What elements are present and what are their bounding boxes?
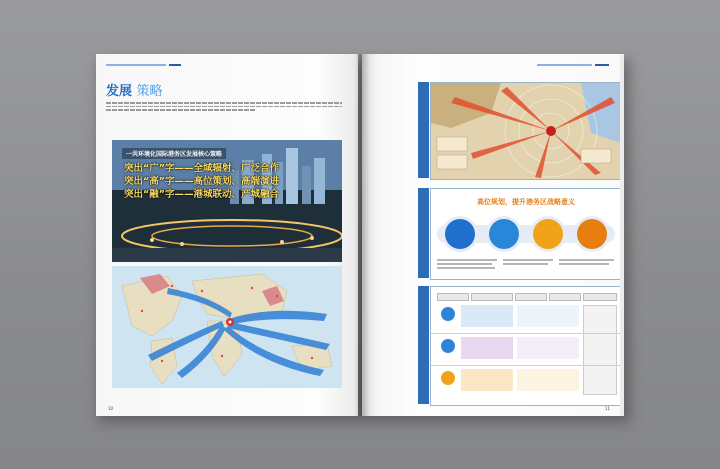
intro-line — [106, 109, 256, 111]
table-header — [471, 293, 513, 301]
text-block — [559, 259, 614, 261]
world-map — [112, 266, 342, 388]
title-main: 发展 — [106, 84, 133, 99]
regional-map-box — [430, 82, 622, 180]
text-block — [437, 267, 495, 269]
page-title — [106, 80, 163, 99]
regional-radiation-map — [431, 83, 621, 179]
row-divider — [431, 333, 621, 334]
section-tab-3 — [418, 286, 429, 404]
row-band — [517, 337, 579, 359]
table-box — [430, 286, 622, 406]
row-band — [461, 369, 513, 391]
strategy-box — [430, 188, 622, 280]
text-block — [437, 263, 492, 265]
text-block — [503, 263, 548, 265]
slogan-list — [124, 162, 279, 201]
text-block — [559, 263, 609, 265]
category-icon-3 — [441, 371, 455, 385]
text-block — [437, 259, 497, 261]
row-band — [517, 369, 579, 391]
category-icon-2 — [441, 339, 455, 353]
category-icon-1 — [441, 307, 455, 321]
slogan-3: 突出“融”字——港城联动、产城融合 — [124, 189, 279, 200]
intro-line — [106, 102, 342, 104]
intro-text — [106, 100, 342, 113]
text-block — [503, 259, 553, 261]
slogan-1: 突出“广”字——全域辐射、广泛合作 — [124, 163, 279, 174]
world-map-graphic — [112, 266, 342, 388]
table-header — [515, 293, 547, 301]
strategy-circle-1 — [445, 219, 475, 249]
strategy-circle-2 — [489, 219, 519, 249]
right-folio: 11 — [604, 406, 610, 411]
strategy-circle-4 — [577, 219, 607, 249]
title-sub: 策略 — [136, 84, 163, 99]
right-page — [362, 54, 624, 416]
city-photo — [112, 140, 342, 262]
section-tab-2 — [418, 188, 429, 278]
table-header — [583, 293, 617, 301]
row-band — [517, 305, 579, 327]
left-folio: 10 — [108, 406, 114, 411]
table-header — [437, 293, 469, 301]
photo-banner: 一共环境化国际港务区发展核心策略 — [122, 148, 226, 159]
left-running-head — [106, 63, 181, 67]
strategy-circle-3 — [533, 219, 563, 249]
left-page — [96, 54, 358, 416]
slogan-2: 突出“高”字——高位策划、高端演进 — [124, 176, 279, 187]
strategy-box-title: 高位规划，提升港务区战略意义 — [477, 198, 575, 206]
row-divider — [431, 365, 621, 366]
row-band — [461, 337, 513, 359]
side-column — [583, 305, 617, 395]
book-spine — [354, 54, 370, 416]
intro-line — [106, 106, 342, 108]
page-edge — [620, 54, 624, 416]
section-tab-1 — [418, 82, 429, 178]
row-band — [461, 305, 513, 327]
right-running-head — [537, 63, 609, 67]
table-header — [549, 293, 581, 301]
